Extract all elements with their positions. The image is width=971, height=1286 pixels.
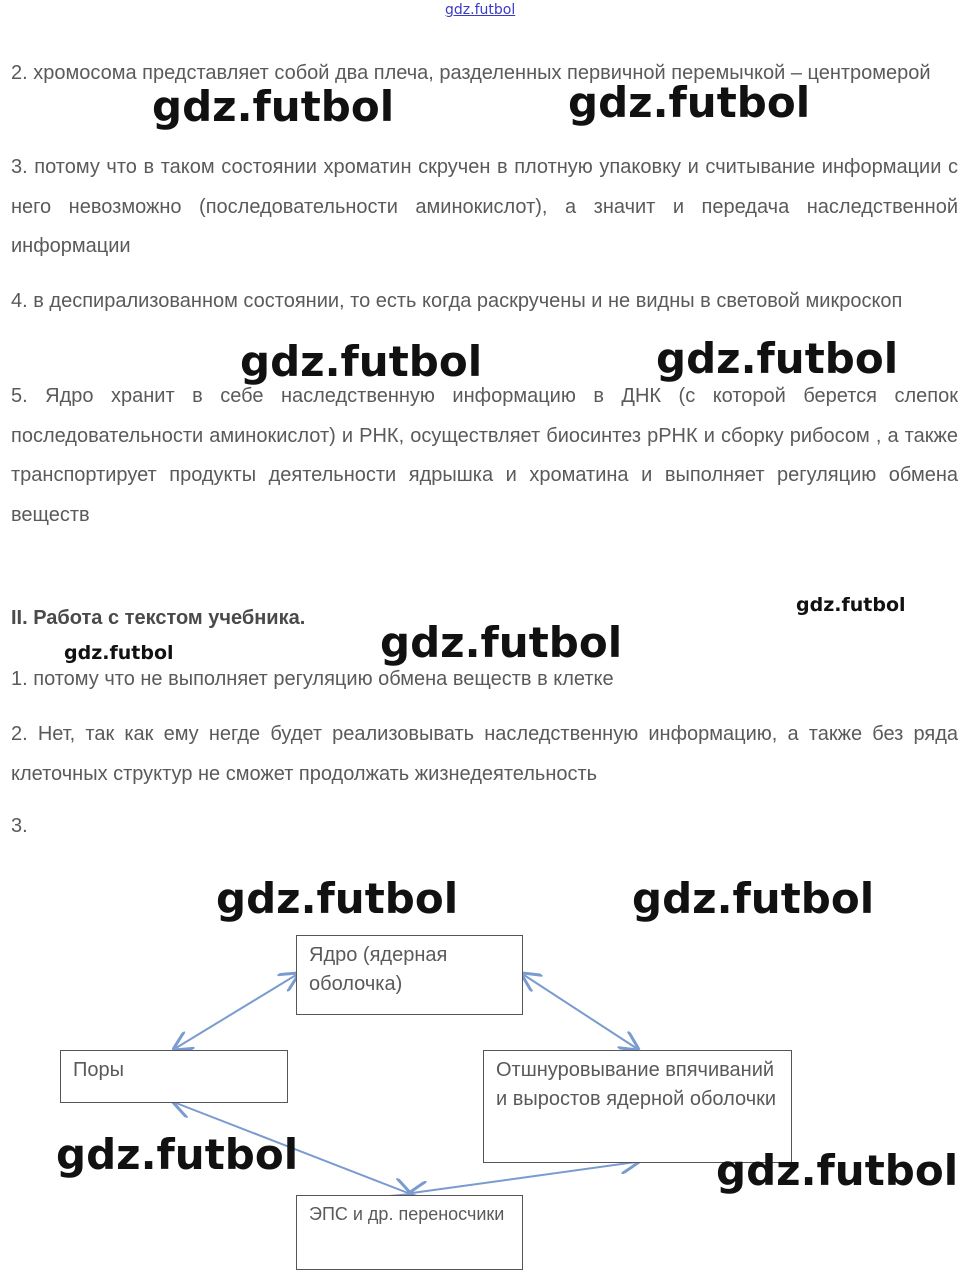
section2-answer-2: 2. Нет, так как ему негде будет реализовывать наследственную информацию, а также без ряда клеточных структур не сможет продолжать жизнедеятельность	[11, 723, 958, 785]
answer-4: 4. в деспирализованном состоянии, то есть когда раскручены и не видны в световой микроскоп	[11, 290, 903, 312]
watermark-top-link[interactable]: gdz.futbol	[445, 2, 516, 18]
arrow-nucleus-pores	[176, 975, 296, 1048]
answer-5: 5. Ядро хранит в себе наследственную информацию в ДНК (с которой берется слепок последовательности аминокислот) и РНК, осуществляет биосинтез рРНК и сборку рибосом , а также транспортирует продукты деятельности ядрышка и хроматина и выполняет регуляцию обмена веществ	[11, 385, 958, 526]
watermark: gdz.futbol	[796, 594, 906, 616]
answer-3: 3. потому что в таком состоянии хроматин скручен в плотную упаковку и считывание информации с него невозможно (последовательности аминокислот), а значит и передача наследственной информации	[11, 156, 958, 257]
section-heading: II. Работа с текстом учебника.	[11, 607, 306, 629]
section2-answer-3: 3.	[11, 815, 28, 837]
watermark: gdz.futbol	[716, 1146, 959, 1195]
watermark: gdz.futbol	[656, 334, 899, 383]
watermark: gdz.futbol	[380, 618, 623, 667]
watermark: gdz.futbol	[152, 82, 395, 131]
watermark: gdz.futbol	[56, 1130, 299, 1179]
answer-2: 2. хромосома представляет собой два плеча, разделенных первичной перемычкой – центромерой	[11, 62, 931, 84]
nucleus-box: Ядро (ядерная оболочка)	[296, 935, 523, 1015]
watermark: gdz.futbol	[632, 874, 875, 923]
er-box: ЭПС и др. переносчики	[296, 1195, 523, 1270]
arrow-nucleus-budding	[524, 975, 636, 1048]
watermark: gdz.futbol	[240, 337, 483, 386]
watermark: gdz.futbol	[64, 642, 174, 664]
watermark: gdz.futbol	[568, 78, 811, 127]
watermark: gdz.futbol	[216, 874, 459, 923]
section2-answer-1: 1. потому что не выполняет регуляцию обмена веществ в клетке	[11, 668, 614, 690]
pores-box: Поры	[60, 1050, 288, 1103]
budding-box: Отшнуровывание впячиваний и выростов ядерной оболочки	[483, 1050, 792, 1163]
arrow-er-budding	[412, 1162, 636, 1193]
